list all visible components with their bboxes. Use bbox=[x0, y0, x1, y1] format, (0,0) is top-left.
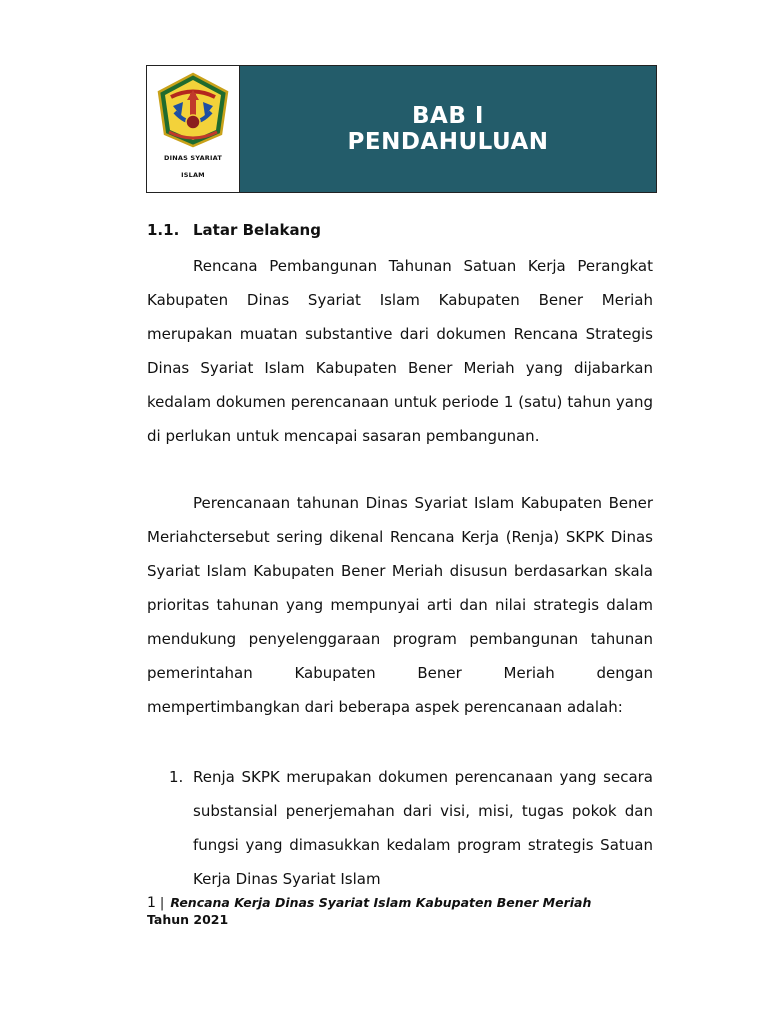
regency-emblem-logo bbox=[157, 72, 229, 148]
list-marker: 1. bbox=[169, 768, 184, 786]
list-item-1 bbox=[147, 760, 653, 896]
footer-title: Rencana Kerja Dinas Syariat Islam Kabupaten Bener Meriah bbox=[170, 895, 592, 910]
list-item-text: Renja SKPK merupakan dokumen perencanaan yang secara substansial penerjemahan dari visi, misi, tugas pokok dan fungsi yang dimasukkan kedalam program strategis Satuan Kerja Dinas Syariat Islam bbox=[193, 768, 653, 888]
page-footer bbox=[147, 895, 627, 928]
chapter-header bbox=[146, 65, 657, 193]
section-heading bbox=[147, 221, 321, 239]
chapter-number: BAB I bbox=[412, 103, 484, 129]
page-number: 1 bbox=[147, 895, 156, 911]
footer-year: Tahun 2021 bbox=[147, 912, 229, 927]
logo-caption-line1: DINAS SYARIAT bbox=[163, 154, 222, 162]
footer-separator: | bbox=[159, 896, 165, 911]
logo-caption-line2: ISLAM bbox=[181, 171, 205, 179]
section-number: 1.1. bbox=[147, 221, 180, 239]
section-title: Latar Belakang bbox=[193, 221, 321, 239]
chapter-title: PENDAHULUAN bbox=[347, 129, 549, 155]
paragraph-2: Perencanaan tahunan Dinas Syariat Islam Kabupaten Bener Meriahctersebut sering dikenal Rencana Kerja (Renja) SKPK Dinas Syariat Islam Kabupaten Bener Meriah disusun berdasarkan skala prioritas tahunan yang mempunyai arti dan nilai strategis dalam mendukung penyelenggaraan program pembangunan tahunan pemerintahan Kabupaten Bener Meriah dengan mempertimbangkan dari beberapa aspek perencanaan adalah: bbox=[147, 494, 653, 716]
paragraph-1: Rencana Pembangunan Tahunan Satuan Kerja Perangkat Kabupaten Dinas Syariat Islam Kabupaten Bener Meriah merupakan muatan substantive dari dokumen Rencana Strategis Dinas Syariat Islam Kabupaten Bener Meriah yang dijabarkan kedalam dokumen perencanaan untuk periode 1 (satu) tahun yang di perlukan untuk mencapai sasaran pembangunan. bbox=[147, 257, 653, 445]
chapter-title-banner bbox=[240, 66, 656, 192]
logo-cell bbox=[147, 66, 240, 192]
